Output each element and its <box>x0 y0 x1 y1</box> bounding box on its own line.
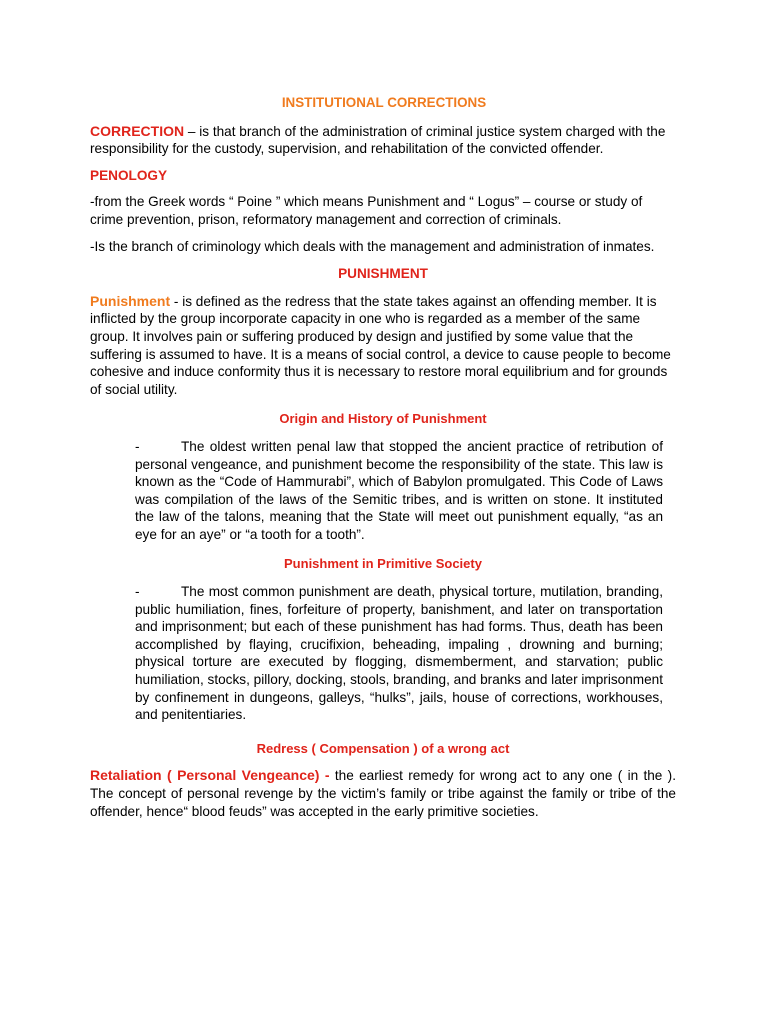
penology-para-2: -Is the branch of criminology which deals with the management and administration of inmates. <box>90 238 655 254</box>
penology-para-1: -from the Greek words “ Poine ” which means Punishment and “ Logus” – course or study of crime prevention, prison, reformatory management and correction of criminals. <box>90 194 643 227</box>
primitive-paragraph <box>135 583 663 724</box>
primitive-dash: - <box>135 584 140 600</box>
correction-paragraph <box>90 123 676 158</box>
punishment-heading: PUNISHMENT <box>338 266 428 282</box>
correction-term: CORRECTION <box>90 122 185 139</box>
origin-dash: - <box>135 438 140 454</box>
correction-text: – is that branch of the administration of criminal justice system charged with the responsibility for the custody, supervision, and rehabilitation of the convicted offender. <box>90 123 666 157</box>
primitive-heading: Punishment in Primitive Society <box>284 556 482 572</box>
penology-heading: PENOLOGY <box>90 167 168 183</box>
origin-paragraph <box>135 438 663 544</box>
redress-paragraph <box>90 767 676 820</box>
redress-heading: Redress ( Compensation ) of a wrong act <box>256 740 510 756</box>
document-title: INSTITUTIONAL CORRECTIONS <box>281 95 487 110</box>
punishment-paragraph <box>90 293 676 399</box>
redress-term: Retaliation ( Personal Vengeance) - <box>90 767 330 784</box>
origin-text: The oldest written penal law that stopped the ancient practice of retribution of personal vengeance, and punishment become the responsibility of the state. This law is known as the “Code of Hammurabi”, which of Babylon promulgated. This Code of Laws was compilation of the laws of the Semitic tribes, and is written on stone. It instituted the law of the talons, meaning that the State will meet out punishment equally, “as an eye for an aye” or “a tooth for a tooth”. <box>135 438 663 542</box>
punishment-term: Punishment <box>90 292 171 309</box>
redress-text: the earliest remedy for wrong act to any one ( in the ). The concept of personal revenge by the victim’s family or tribe against the family or tribe of the offender, hence“ blood feuds” was accepted in the early primitive societies. <box>90 768 676 819</box>
punishment-text: - is defined as the redress that the state takes against an offending member. It is inflicted by the group incorporate capacity in one who is regarded as a member of the same group. It involves pain or suffering produced by design and justified by some value that the suffering is assumed to have. It is a means of social control, a device to cause people to become cohesive and induce conformity thus it is necessary to restore moral equilibrium and for grounds of social utility. <box>90 293 671 397</box>
origin-heading: Origin and History of Punishment <box>279 411 487 427</box>
primitive-text: The most common punishment are death, physical torture, mutilation, branding, public humiliation, fines, forfeiture of property, banishment, and later on transportation and imprisonment; but each of these punishment has had forms. Thus, death has been accomplished by flaying, crucifixion, beheading, impaling , drowning and burning; physical torture are executed by flogging, dismemberment, and starvation; public humiliation, stocks, pillory, docking, stools, branding, and branks and later imprisonment by confinement in dungeons, galleys, “hulks”, jails, house of corrections, workhouses, and penitentiaries. <box>135 584 663 723</box>
